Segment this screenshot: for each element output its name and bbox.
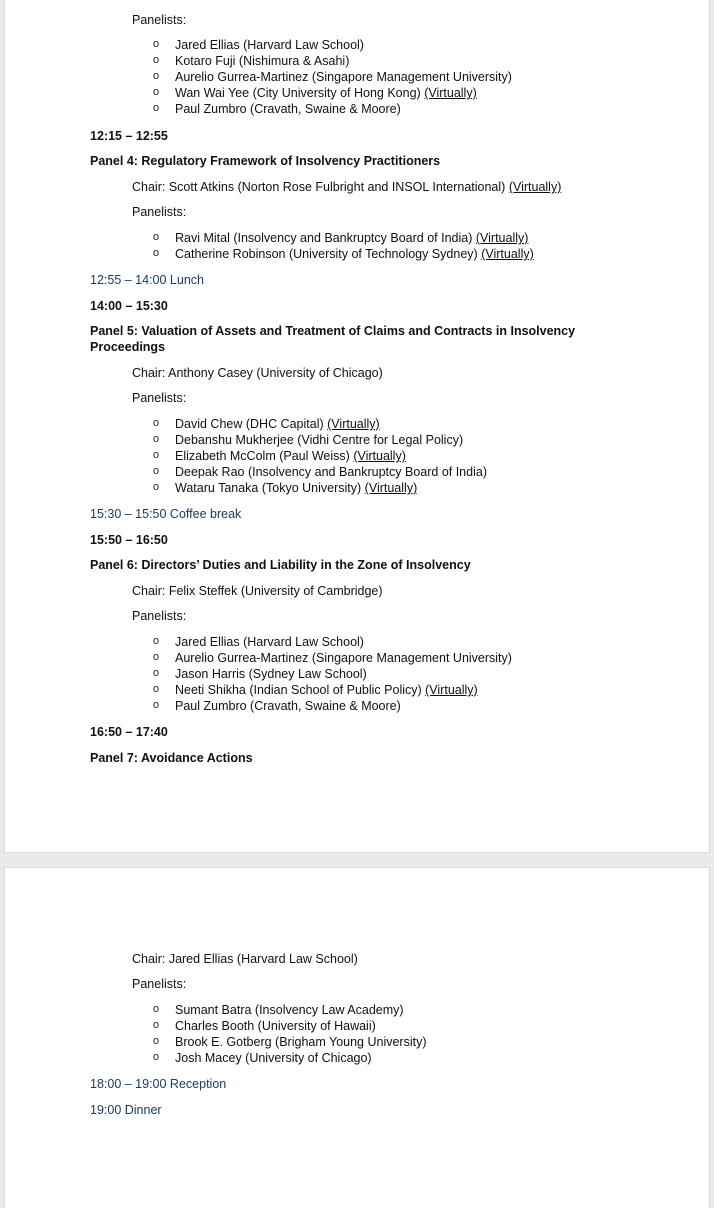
- lunch-line: 12:55 – 14:00 Lunch: [90, 273, 204, 287]
- panelist-item: Aurelio Gurrea-Martinez (Singapore Management University): [175, 651, 512, 665]
- virtually-tag: (Virtually): [327, 417, 380, 431]
- bullet-icon: o: [153, 635, 160, 647]
- panelist-item: Elizabeth McColm (Paul Weiss) (Virtually): [175, 449, 406, 463]
- bullet-icon: o: [153, 231, 160, 243]
- panel6-chair: Chair: Felix Steffek (University of Cambridge): [132, 584, 383, 598]
- virtually-tag: (Virtually): [481, 247, 534, 261]
- virtually-tag: (Virtually): [425, 683, 478, 697]
- panelist-item: Josh Macey (University of Chicago): [175, 1051, 372, 1065]
- panel7-title: Panel 7: Avoidance Actions: [90, 751, 253, 765]
- bullet-icon: o: [153, 651, 160, 663]
- bullet-icon: o: [153, 54, 160, 66]
- bullet-icon: o: [153, 247, 160, 259]
- panelist-item: Paul Zumbro (Cravath, Swaine & Moore): [175, 699, 401, 713]
- bullet-icon: o: [153, 1019, 160, 1031]
- bullet-icon: o: [153, 683, 160, 695]
- bullet-icon: o: [153, 699, 160, 711]
- panelist-item: Kotaro Fuji (Nishimura & Asahi): [175, 54, 350, 68]
- panelists-label: Panelists:: [132, 977, 187, 991]
- bullet-icon: o: [153, 667, 160, 679]
- panelists-label: Panelists:: [132, 391, 187, 405]
- virtually-tag: (Virtually): [475, 231, 529, 245]
- bullet-icon: o: [153, 417, 160, 429]
- bullet-icon: o: [153, 433, 160, 445]
- bullet-icon: o: [153, 38, 160, 50]
- bullet-icon: o: [153, 1035, 160, 1047]
- bullet-icon: o: [153, 102, 160, 114]
- bullet-icon: o: [153, 86, 160, 98]
- panelist-item: Neeti Shikha (Indian School of Public Policy) (Virtually): [175, 683, 478, 697]
- panelist-item: Paul Zumbro (Cravath, Swaine & Moore): [175, 102, 401, 116]
- panelists-label: Panelists:: [132, 609, 187, 623]
- panelist-item: Deepak Rao (Insolvency and Bankruptcy Board of India): [175, 465, 487, 479]
- virtually-tag: (Virtually): [353, 449, 406, 463]
- panelist-item: Wan Wai Yee (City University of Hong Kong) (Virtually): [175, 86, 477, 100]
- bullet-icon: o: [153, 1051, 160, 1063]
- panelist-item: Aurelio Gurrea-Martinez (Singapore Management University): [175, 70, 512, 84]
- virtually-tag: (Virtually): [424, 86, 477, 100]
- virtually-tag: (Virtually): [508, 180, 562, 194]
- panel7-time: 16:50 – 17:40: [90, 725, 168, 739]
- panelist-item: Jared Ellias (Harvard Law School): [175, 38, 364, 52]
- reception-line: 18:00 – 19:00 Reception: [90, 1077, 227, 1091]
- panel5-title-line1: Panel 5: Valuation of Assets and Treatment of Claims and Contracts in Insolvency: [90, 324, 576, 338]
- virtually-tag: (Virtually): [364, 481, 418, 495]
- panel4-time: 12:15 – 12:55: [90, 129, 168, 143]
- panelist-item: Jason Harris (Sydney Law School): [175, 667, 367, 681]
- panel6-title: Panel 6: Directors’ Duties and Liability in the Zone of Insolvency: [90, 558, 471, 572]
- panelist-item: Catherine Robinson (University of Technology Sydney) (Virtually): [175, 247, 534, 261]
- bullet-icon: o: [153, 465, 160, 477]
- bullet-icon: o: [153, 70, 160, 82]
- panelist-item: Ravi Mital (Insolvency and Bankruptcy Board of India) (Virtually): [175, 231, 529, 245]
- panel5-title-line2: Proceedings: [90, 340, 166, 354]
- panelist-item: Charles Booth (University of Hawaii): [175, 1019, 376, 1033]
- coffee-break-line: 15:30 – 15:50 Coffee break: [90, 507, 242, 521]
- panel5-time: 14:00 – 15:30: [90, 299, 168, 313]
- panel6-time: 15:50 – 16:50: [90, 533, 168, 547]
- panelist-item: Wataru Tanaka (Tokyo University) (Virtually): [175, 481, 418, 495]
- panelists-label: Panelists:: [132, 205, 187, 219]
- bullet-icon: o: [153, 449, 160, 461]
- dinner-line: 19:00 Dinner: [90, 1103, 162, 1117]
- bullet-icon: o: [153, 481, 160, 493]
- panelist-item: David Chew (DHC Capital) (Virtually): [175, 417, 380, 431]
- panelist-item: Jared Ellias (Harvard Law School): [175, 635, 364, 649]
- panel7-chair: Chair: Jared Ellias (Harvard Law School): [132, 952, 358, 966]
- panelist-item: Brook E. Gotberg (Brigham Young University): [175, 1035, 427, 1049]
- panelist-item: Debanshu Mukherjee (Vidhi Centre for Legal Policy): [175, 433, 464, 447]
- panel5-chair: Chair: Anthony Casey (University of Chicago): [132, 366, 383, 380]
- panelists-label: Panelists:: [132, 13, 187, 27]
- panelist-item: Sumant Batra (Insolvency Law Academy): [175, 1003, 404, 1017]
- panel4-chair: Chair: Scott Atkins (Norton Rose Fulbright and INSOL International) (Virtually): [132, 180, 562, 194]
- panel4-title: Panel 4: Regulatory Framework of Insolvency Practitioners: [90, 154, 441, 168]
- bullet-icon: o: [153, 1003, 160, 1015]
